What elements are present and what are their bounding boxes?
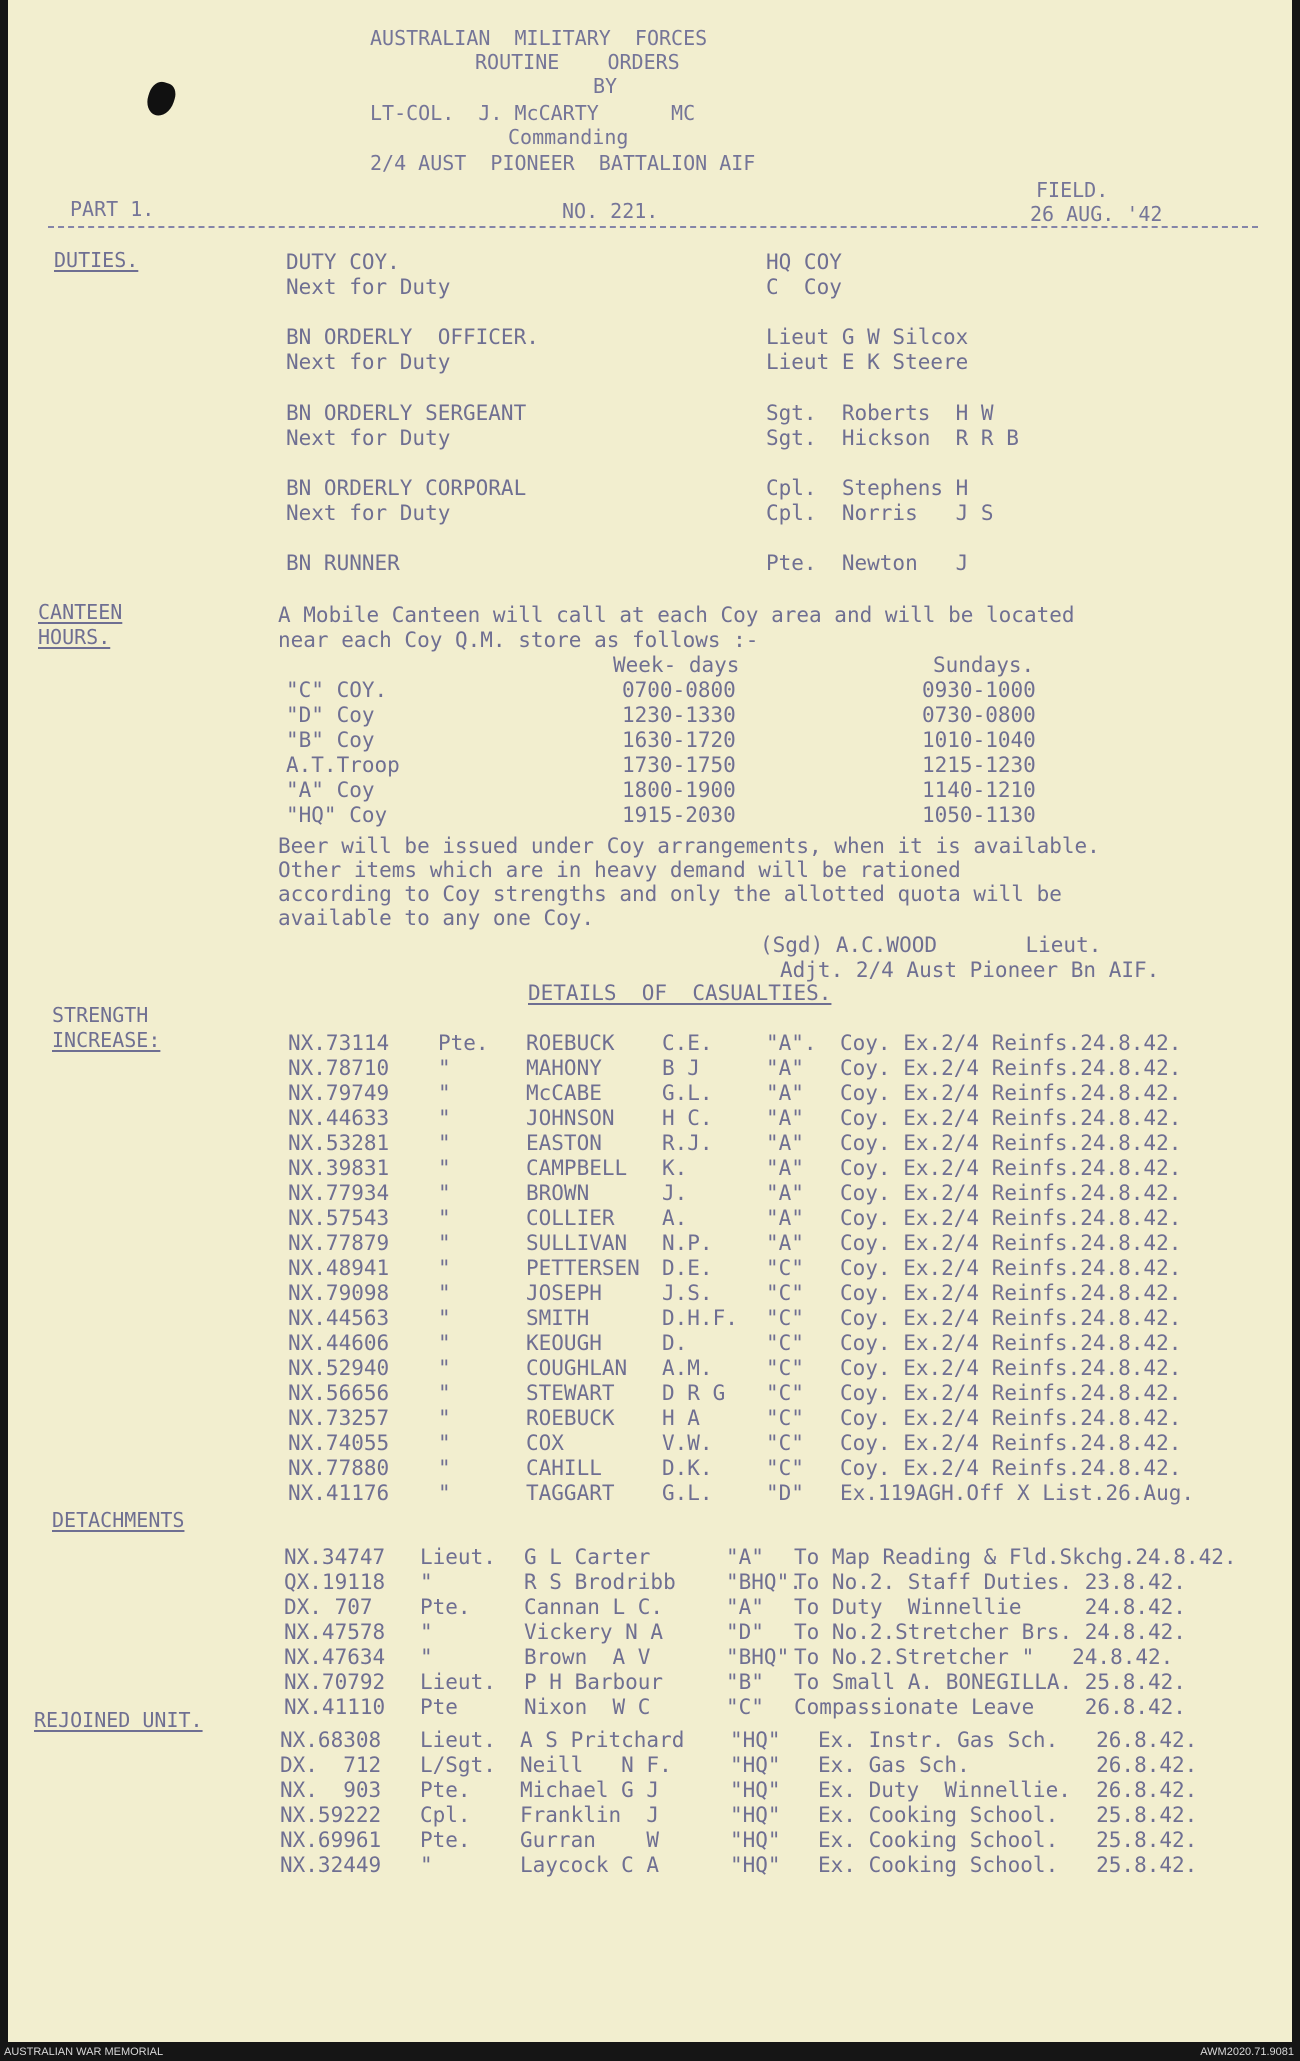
detachment-row xyxy=(8,1672,1292,1697)
duty-role: Next for Duty xyxy=(286,275,451,299)
rejoined-row xyxy=(8,1855,1292,1880)
header-commander: LT-COL. J. McCARTY MC xyxy=(370,101,696,125)
duty-row xyxy=(8,352,1292,377)
duty-role: Next for Duty xyxy=(286,426,451,450)
company: "HQ" xyxy=(730,1753,781,1777)
canteen-unit: "B" Coy xyxy=(286,728,375,752)
strength-row xyxy=(8,1033,1292,1058)
rank: " xyxy=(438,1181,451,1205)
header-divider xyxy=(48,226,1258,228)
company: "A" xyxy=(726,1545,764,1569)
service-number: NX.77879 xyxy=(288,1231,390,1255)
surname: SULLIVAN xyxy=(526,1231,628,1255)
canteen-note-2: Other items which are in heavy demand will be rationed xyxy=(278,858,961,882)
surname: BROWN xyxy=(526,1181,590,1205)
rank: " xyxy=(438,1056,451,1080)
canteen-note-4: available to any one Coy. xyxy=(278,906,595,930)
detachment-row xyxy=(8,1597,1292,1622)
service-number: NX.70792 xyxy=(284,1670,386,1694)
rank: " xyxy=(438,1406,451,1430)
rank: Lieut. xyxy=(420,1728,496,1752)
member-name: Gurran W xyxy=(520,1828,660,1852)
rejoined-detail: Ex. Gas Sch. 26.8.42. xyxy=(818,1753,1198,1777)
canteen-unit: "A" Coy xyxy=(286,778,375,802)
duty-assignee: Lieut E K Steere xyxy=(766,350,969,374)
casualty-detail: Coy. Ex.2/4 Reinfs.24.8.42. xyxy=(840,1081,1182,1105)
rank: " xyxy=(420,1645,433,1669)
strength-row xyxy=(8,1483,1292,1508)
rank: " xyxy=(438,1331,451,1355)
member-name: G L Carter xyxy=(524,1545,651,1569)
canteen-col-sundays: Sundays. xyxy=(933,653,1035,677)
company: "A" xyxy=(766,1081,804,1105)
service-number: NX.77934 xyxy=(288,1181,390,1205)
initials: D. xyxy=(662,1331,688,1355)
surname: STEWART xyxy=(526,1381,615,1405)
surname: JOSEPH xyxy=(526,1281,602,1305)
company: "A". xyxy=(766,1031,817,1055)
member-name: Neill N F. xyxy=(520,1753,672,1777)
initials: D R G xyxy=(662,1381,726,1405)
header-routine-orders: ROUTINE ORDERS xyxy=(475,50,680,74)
archive-footer xyxy=(0,2044,1300,2061)
strength-row xyxy=(8,1258,1292,1283)
initials: H C. xyxy=(662,1106,713,1130)
duty-role: Next for Duty xyxy=(286,350,451,374)
service-number: NX.44633 xyxy=(288,1106,390,1130)
company: "C" xyxy=(766,1356,804,1380)
rejoined-row xyxy=(8,1780,1292,1805)
rank: Cpl. xyxy=(420,1803,471,1827)
casualty-detail: Coy. Ex.2/4 Reinfs.24.8.42. xyxy=(840,1056,1182,1080)
rank: " xyxy=(438,1081,451,1105)
canteen-signature: (Sgd) A.C.WOOD Lieut. xyxy=(760,933,1102,957)
detachment-row xyxy=(8,1572,1292,1597)
service-number: NX.74055 xyxy=(288,1431,390,1455)
strength-row xyxy=(8,1133,1292,1158)
header-place: FIELD. xyxy=(1036,178,1109,202)
rank: " xyxy=(438,1256,451,1280)
canteen-unit: A.T.Troop xyxy=(286,753,400,777)
detachment-detail: To No.2. Staff Duties. 23.8.42. xyxy=(794,1570,1186,1594)
company: "BHQ" xyxy=(726,1645,790,1669)
canteen-unit: "D" Coy xyxy=(286,703,375,727)
rank: " xyxy=(438,1481,451,1505)
strength-row xyxy=(8,1233,1292,1258)
company: "C" xyxy=(766,1331,804,1355)
casualty-detail: Ex.119AGH.Off X List.26.Aug. xyxy=(840,1481,1195,1505)
strength-row xyxy=(8,1458,1292,1483)
casualty-detail: Coy. Ex.2/4 Reinfs.24.8.42. xyxy=(840,1131,1182,1155)
detachment-detail: Compassionate Leave 26.8.42. xyxy=(794,1695,1186,1719)
company: "A" xyxy=(766,1231,804,1255)
initials: G.L. xyxy=(662,1081,713,1105)
footer-institution: AUSTRALIAN WAR MEMORIAL xyxy=(4,2046,164,2058)
canteen-weekday-hours: 0700-0800 xyxy=(622,678,736,702)
rank: " xyxy=(438,1306,451,1330)
header-by: BY xyxy=(593,74,618,98)
company: "C" xyxy=(726,1695,764,1719)
casualty-detail: Coy. Ex.2/4 Reinfs.24.8.42. xyxy=(840,1206,1182,1230)
service-number: NX.41110 xyxy=(284,1695,386,1719)
rank: " xyxy=(438,1431,451,1455)
rejoined-detail: Ex. Instr. Gas Sch. 26.8.42. xyxy=(818,1728,1198,1752)
strength-row xyxy=(8,1183,1292,1208)
strength-row xyxy=(8,1358,1292,1383)
service-number: NX.73257 xyxy=(288,1406,390,1430)
header-battalion: 2/4 AUST PIONEER BATTALION AIF xyxy=(370,151,756,175)
rejoined-label: REJOINED UNIT. xyxy=(34,1708,203,1732)
initials: D.K. xyxy=(662,1456,713,1480)
company: "D" xyxy=(726,1620,764,1644)
company: "C" xyxy=(766,1281,804,1305)
surname: ROEBUCK xyxy=(526,1031,615,1055)
rank: " xyxy=(438,1456,451,1480)
canteen-sunday-hours: 1140-1210 xyxy=(922,778,1036,802)
service-number: NX.34747 xyxy=(284,1545,386,1569)
strength-label-2: INCREASE: xyxy=(52,1028,161,1052)
rank: " xyxy=(420,1853,433,1877)
detachments-label: DETACHMENTS xyxy=(52,1508,185,1532)
company: "A" xyxy=(766,1131,804,1155)
canteen-label-2: HOURS. xyxy=(38,625,111,649)
company: "HQ" xyxy=(730,1778,781,1802)
detachment-detail: To Map Reading & Fld.Skchg.24.8.42. xyxy=(794,1545,1237,1569)
canteen-signature-title: Adjt. 2/4 Aust Pioneer Bn AIF. xyxy=(780,958,1160,982)
service-number: NX.59222 xyxy=(280,1803,382,1827)
company: "A" xyxy=(726,1595,764,1619)
member-name: Michael G J xyxy=(520,1778,660,1802)
rank: " xyxy=(438,1206,451,1230)
duty-role: BN ORDERLY OFFICER. xyxy=(286,325,539,349)
strength-row xyxy=(8,1408,1292,1433)
rank: Pte. xyxy=(420,1595,471,1619)
rank: Pte. xyxy=(438,1031,489,1055)
rank: " xyxy=(438,1356,451,1380)
rank: " xyxy=(420,1620,433,1644)
surname: COX xyxy=(526,1431,564,1455)
rejoined-detail: Ex. Duty Winnellie. 26.8.42. xyxy=(818,1778,1198,1802)
initials: V.W. xyxy=(662,1431,713,1455)
canteen-col-weekdays: Week- days xyxy=(613,653,740,677)
initials: J. xyxy=(662,1181,688,1205)
surname: COLLIER xyxy=(526,1206,615,1230)
surname: JOHNSON xyxy=(526,1106,615,1130)
punch-hole xyxy=(143,79,178,119)
initials: N.P. xyxy=(662,1231,713,1255)
duty-role: Next for Duty xyxy=(286,501,451,525)
duty-assignee: Lieut G W Silcox xyxy=(766,325,969,349)
initials: K. xyxy=(662,1156,688,1180)
duty-row xyxy=(8,248,1292,277)
duty-assignee: HQ COY xyxy=(766,250,842,274)
rank: " xyxy=(438,1381,451,1405)
member-name: Cannan L C. xyxy=(524,1595,664,1619)
casualty-detail: Coy. Ex.2/4 Reinfs.24.8.42. xyxy=(840,1031,1182,1055)
detachment-row xyxy=(8,1647,1292,1672)
canteen-sunday-hours: 1050-1130 xyxy=(922,803,1036,827)
service-number: NX.77880 xyxy=(288,1456,390,1480)
canteen-row xyxy=(8,780,1292,805)
service-number: NX.47578 xyxy=(284,1620,386,1644)
service-number: NX. 903 xyxy=(280,1778,382,1802)
casualty-detail: Coy. Ex.2/4 Reinfs.24.8.42. xyxy=(840,1381,1182,1405)
rejoined-row xyxy=(8,1805,1292,1830)
canteen-note-1: Beer will be issued under Coy arrangements, when it is available. xyxy=(278,834,1100,858)
member-name: Franklin J xyxy=(520,1803,660,1827)
strength-row xyxy=(8,1308,1292,1333)
service-number: NX.78710 xyxy=(288,1056,390,1080)
company: "C" xyxy=(766,1456,804,1480)
canteen-note-3: according to Coy strengths and only the allotted quota will be xyxy=(278,882,1062,906)
duty-role: DUTY COY. xyxy=(286,250,400,274)
initials: B J xyxy=(662,1056,700,1080)
member-name: Nixon W C xyxy=(524,1695,651,1719)
company: "HQ" xyxy=(730,1853,781,1877)
service-number: DX. 707 xyxy=(284,1595,373,1619)
service-number: NX.44606 xyxy=(288,1331,390,1355)
service-number: NX.47634 xyxy=(284,1645,386,1669)
rejoined-detail: Ex. Cooking School. 25.8.42. xyxy=(818,1828,1198,1852)
detachment-row xyxy=(8,1547,1292,1572)
casualties-title: DETAILS OF CASUALTIES. xyxy=(528,981,832,1005)
company: "A" xyxy=(766,1181,804,1205)
duty-assignee: Sgt. Hickson R R B xyxy=(766,426,1019,450)
surname: PETTERSEN xyxy=(526,1256,640,1280)
canteen-weekday-hours: 1915-2030 xyxy=(622,803,736,827)
header-part: PART 1. xyxy=(70,197,155,221)
surname: ROEBUCK xyxy=(526,1406,615,1430)
duties-label: DUTIES. xyxy=(54,248,139,272)
rank: L/Sgt. xyxy=(420,1753,496,1777)
casualty-detail: Coy. Ex.2/4 Reinfs.24.8.42. xyxy=(840,1356,1182,1380)
initials: R.J. xyxy=(662,1131,713,1155)
canteen-weekday-hours: 1230-1330 xyxy=(622,703,736,727)
rank: " xyxy=(438,1231,451,1255)
surname: KEOUGH xyxy=(526,1331,602,1355)
initials: H A xyxy=(662,1406,700,1430)
canteen-row xyxy=(8,730,1292,755)
service-number: DX. 712 xyxy=(280,1753,382,1777)
service-number: QX.19118 xyxy=(284,1570,386,1594)
footer-reference: AWM2020.71.9081 xyxy=(1200,2046,1294,2058)
surname: CAMPBELL xyxy=(526,1156,628,1180)
strength-row xyxy=(8,1283,1292,1308)
service-number: NX.41176 xyxy=(288,1481,390,1505)
surname: EASTON xyxy=(526,1131,602,1155)
canteen-weekday-hours: 1630-1720 xyxy=(622,728,736,752)
company: "C" xyxy=(766,1431,804,1455)
canteen-unit: "C" COY. xyxy=(286,678,388,702)
rank: " xyxy=(438,1106,451,1130)
initials: C.E. xyxy=(662,1031,713,1055)
service-number: NX.53281 xyxy=(288,1131,390,1155)
strength-row xyxy=(8,1083,1292,1108)
duty-role: BN ORDERLY SERGEANT xyxy=(286,401,527,425)
company: "HQ" xyxy=(730,1803,781,1827)
service-number: NX.79098 xyxy=(288,1281,390,1305)
company: "A" xyxy=(766,1056,804,1080)
rank: Pte. xyxy=(420,1828,471,1852)
duty-row xyxy=(8,327,1292,352)
member-name: R S Brodribb xyxy=(524,1570,676,1594)
canteen-sunday-hours: 1215-1230 xyxy=(922,753,1036,777)
company: "C" xyxy=(766,1306,804,1330)
canteen-label-1: CANTEEN xyxy=(38,600,123,624)
header-commanding: Commanding xyxy=(508,125,629,149)
rank: Lieut. xyxy=(420,1670,496,1694)
rank: Pte xyxy=(420,1695,458,1719)
duty-row xyxy=(8,403,1292,428)
service-number: NX.57543 xyxy=(288,1206,390,1230)
canteen-sunday-hours: 0930-1000 xyxy=(922,678,1036,702)
header-order-number: NO. 221. xyxy=(562,199,659,223)
rejoined-detail: Ex. Cooking School. 25.8.42. xyxy=(818,1803,1198,1827)
canteen-unit: "HQ" Coy xyxy=(286,803,388,827)
initials: A.M. xyxy=(662,1356,713,1380)
casualty-detail: Coy. Ex.2/4 Reinfs.24.8.42. xyxy=(840,1431,1182,1455)
strength-row xyxy=(8,1383,1292,1408)
initials: A. xyxy=(662,1206,688,1230)
company: "A" xyxy=(766,1156,804,1180)
casualty-detail: Coy. Ex.2/4 Reinfs.24.8.42. xyxy=(840,1181,1182,1205)
surname: McCABE xyxy=(526,1081,602,1105)
document-page xyxy=(8,0,1292,2042)
service-number: NX.69961 xyxy=(280,1828,382,1852)
service-number: NX.44563 xyxy=(288,1306,390,1330)
service-number: NX.56656 xyxy=(288,1381,390,1405)
casualty-detail: Coy. Ex.2/4 Reinfs.24.8.42. xyxy=(840,1456,1182,1480)
company: "B" xyxy=(726,1670,764,1694)
service-number: NX.52940 xyxy=(288,1356,390,1380)
header-forces: AUSTRALIAN MILITARY FORCES xyxy=(370,26,708,50)
service-number: NX.68308 xyxy=(280,1728,382,1752)
company: "A" xyxy=(766,1106,804,1130)
duty-assignee: Cpl. Stephens H xyxy=(766,476,969,500)
casualty-detail: Coy. Ex.2/4 Reinfs.24.8.42. xyxy=(840,1406,1182,1430)
rank: " xyxy=(438,1281,451,1305)
rejoined-row xyxy=(8,1730,1292,1755)
rank: Lieut. xyxy=(420,1545,496,1569)
duty-assignee: Pte. Newton J xyxy=(766,551,969,575)
service-number: NX.79749 xyxy=(288,1081,390,1105)
header-date: 26 AUG. '42 xyxy=(1030,202,1163,226)
initials: J.S. xyxy=(662,1281,713,1305)
member-name: Vickery N A xyxy=(524,1620,664,1644)
rank: " xyxy=(438,1131,451,1155)
surname: COUGHLAN xyxy=(526,1356,628,1380)
member-name: Brown A V xyxy=(524,1645,651,1669)
company: "C" xyxy=(766,1381,804,1405)
rank: Pte. xyxy=(420,1778,471,1802)
canteen-row xyxy=(8,680,1292,705)
company: "A" xyxy=(766,1206,804,1230)
canteen-sunday-hours: 1010-1040 xyxy=(922,728,1036,752)
rejoined-row xyxy=(8,1830,1292,1855)
duty-role: BN ORDERLY CORPORAL xyxy=(286,476,527,500)
detachment-row xyxy=(8,1622,1292,1647)
detachment-detail: To No.2.Stretcher Brs. 24.8.42. xyxy=(794,1620,1186,1644)
canteen-weekday-hours: 1800-1900 xyxy=(622,778,736,802)
rank: " xyxy=(438,1156,451,1180)
duty-assignee: Sgt. Roberts H W xyxy=(766,401,994,425)
duty-row xyxy=(8,553,1292,578)
casualty-detail: Coy. Ex.2/4 Reinfs.24.8.42. xyxy=(840,1306,1182,1330)
company: "BHQ". xyxy=(726,1570,802,1594)
service-number: NX.39831 xyxy=(288,1156,390,1180)
surname: SMITH xyxy=(526,1306,590,1330)
initials: D.E. xyxy=(662,1256,713,1280)
strength-row xyxy=(8,1208,1292,1233)
member-name: Laycock C A xyxy=(520,1853,660,1877)
service-number: NX.32449 xyxy=(280,1853,382,1877)
surname: CAHILL xyxy=(526,1456,602,1480)
strength-row xyxy=(8,1158,1292,1183)
duty-assignee: Cpl. Norris J S xyxy=(766,501,994,525)
canteen-row xyxy=(8,755,1292,780)
strength-label-1: STRENGTH xyxy=(52,1003,149,1027)
canteen-intro-2: near each Coy Q.M. store as follows :- xyxy=(278,628,759,652)
company: "HQ" xyxy=(730,1828,781,1852)
casualty-detail: Coy. Ex.2/4 Reinfs.24.8.42. xyxy=(840,1231,1182,1255)
casualty-detail: Coy. Ex.2/4 Reinfs.24.8.42. xyxy=(840,1156,1182,1180)
rejoined-row xyxy=(8,1755,1292,1780)
strength-row xyxy=(8,1108,1292,1133)
casualty-detail: Coy. Ex.2/4 Reinfs.24.8.42. xyxy=(840,1281,1182,1305)
initials: D.H.F. xyxy=(662,1306,738,1330)
member-name: P H Barbour xyxy=(524,1670,664,1694)
company: "D" xyxy=(766,1481,804,1505)
surname: TAGGART xyxy=(526,1481,615,1505)
canteen-sunday-hours: 0730-0800 xyxy=(922,703,1036,727)
strength-row xyxy=(8,1333,1292,1358)
surname: MAHONY xyxy=(526,1056,602,1080)
detachment-detail: To Duty Winnellie 24.8.42. xyxy=(794,1595,1186,1619)
duty-row xyxy=(8,428,1292,453)
detachment-detail: To Small A. BONEGILLA. 25.8.42. xyxy=(794,1670,1186,1694)
strength-row xyxy=(8,1433,1292,1458)
duty-role: BN RUNNER xyxy=(286,551,400,575)
canteen-weekday-hours: 1730-1750 xyxy=(622,753,736,777)
duty-row xyxy=(8,503,1292,528)
service-number: NX.73114 xyxy=(288,1031,390,1055)
company: "C" xyxy=(766,1256,804,1280)
canteen-row xyxy=(8,805,1292,830)
strength-row xyxy=(8,1058,1292,1083)
member-name: A S Pritchard xyxy=(520,1728,685,1752)
rejoined-detail: Ex. Cooking School. 25.8.42. xyxy=(818,1853,1198,1877)
company: "HQ" xyxy=(730,1728,781,1752)
casualty-detail: Coy. Ex.2/4 Reinfs.24.8.42. xyxy=(840,1106,1182,1130)
rank: " xyxy=(420,1570,433,1594)
canteen-intro-1: A Mobile Canteen will call at each Coy area and will be located xyxy=(278,603,1075,627)
initials: G.L. xyxy=(662,1481,713,1505)
casualty-detail: Coy. Ex.2/4 Reinfs.24.8.42. xyxy=(840,1256,1182,1280)
detachment-detail: To No.2.Stretcher " 24.8.42. xyxy=(794,1645,1174,1669)
canteen-row xyxy=(8,705,1292,730)
casualty-detail: Coy. Ex.2/4 Reinfs.24.8.42. xyxy=(840,1331,1182,1355)
service-number: NX.48941 xyxy=(288,1256,390,1280)
duty-row xyxy=(8,277,1292,302)
duty-row xyxy=(8,478,1292,503)
company: "C" xyxy=(766,1406,804,1430)
duty-assignee: C Coy xyxy=(766,275,842,299)
